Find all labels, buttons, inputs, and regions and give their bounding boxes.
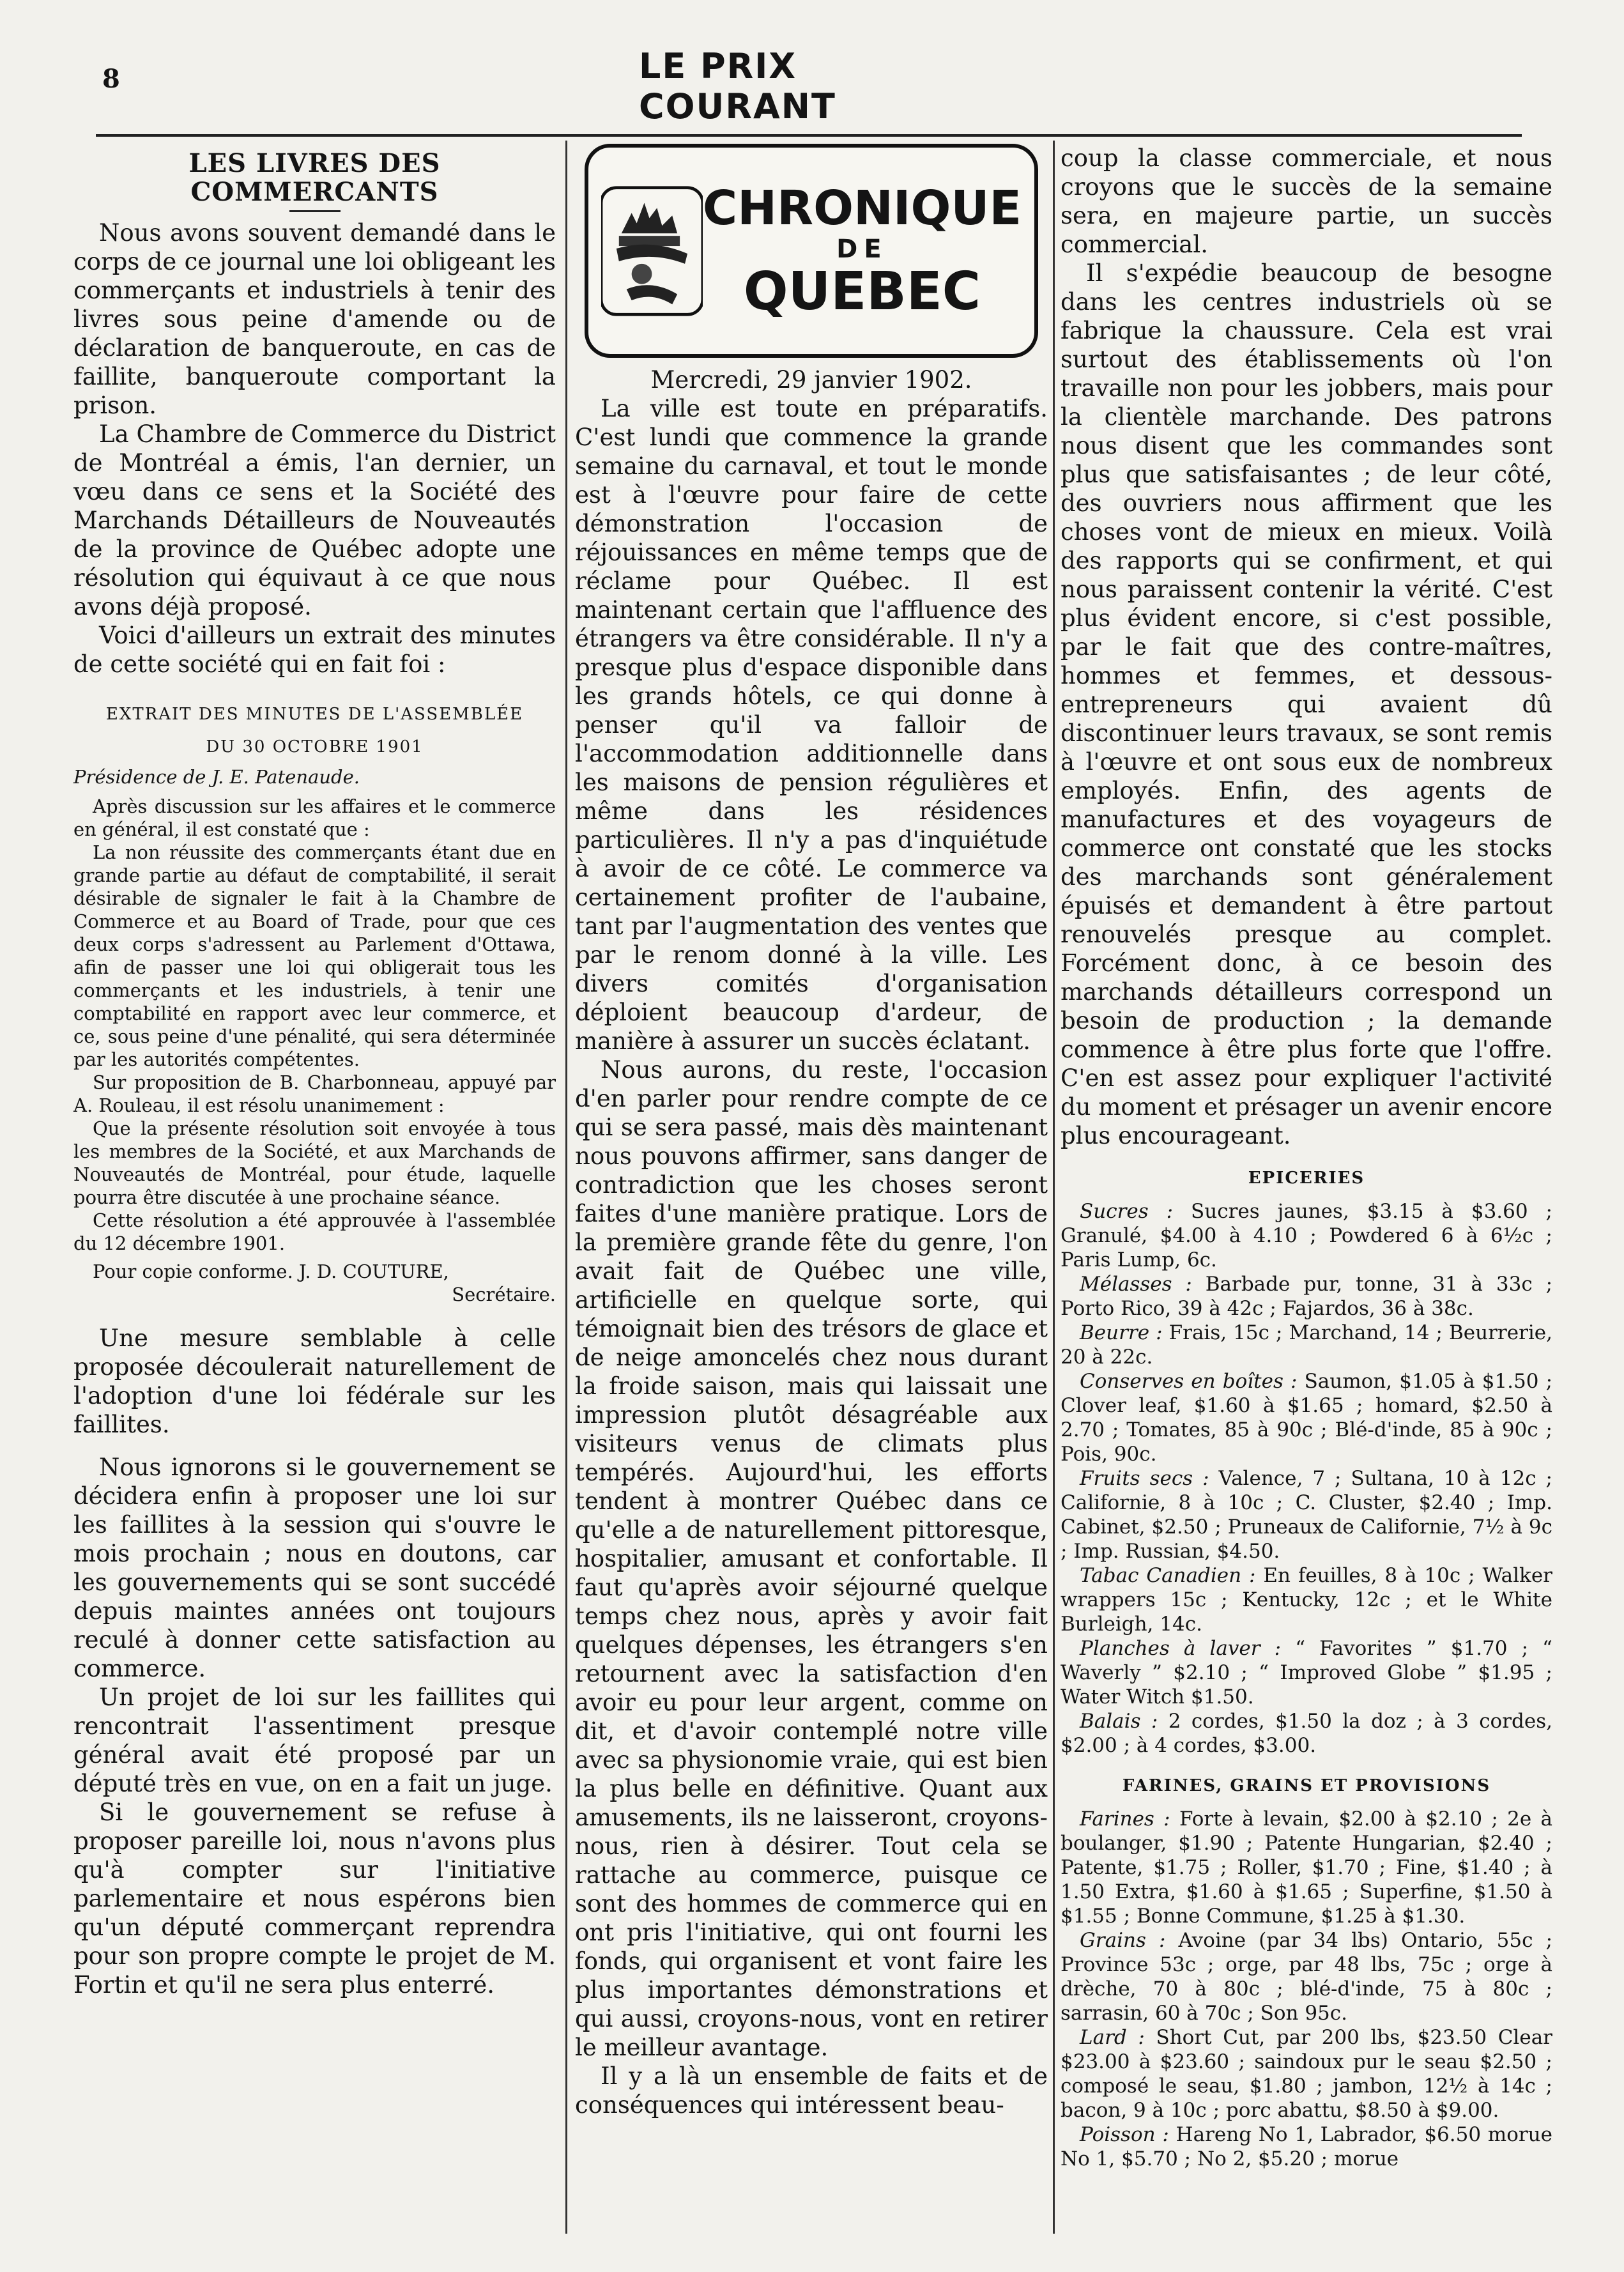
price-entry: Farines : Forte à levain, $2.00 à $2.10 ; 2e à boulanger, $1.90 ; Patente Hungarian, $2.40 ; Patente, $1.75 ; Roller, $1.70 ; Fine, $1.40 ; à 1.50 Extra, $1.60 à $1.65 ; Superfine, $1.50 à $1.55 ; Bonne Commune, $1.25 à $1.30. — [1061, 1808, 1553, 1928]
price-entry: Mélasses : Barbade pur, tonne, 31 à 33c ; Porto Rico, 39 à 42c ; Fajardos, 36 à 38c. — [1061, 1273, 1553, 1320]
farines-list — [1061, 1807, 1552, 2171]
minutes-paragraph: Après discussion sur les affaires et le commerce en général, il est constaté que : — [73, 795, 556, 840]
page-number: 8 — [102, 64, 120, 94]
column-chronique-quebec — [575, 144, 1048, 2119]
presidence: Présidence de J. E. Patenaude. — [73, 766, 360, 788]
price-entry: Poisson : Hareng No 1, Labrador, $6.50 morue No 1, $5.70 ; No 2, $5.20 ; morue — [1061, 2123, 1552, 2170]
title-rule — [289, 210, 341, 212]
extract-date: DU 30 OCTOBRE 1901 — [206, 737, 424, 756]
chronique-word: CHRONIQUE — [702, 180, 1022, 236]
epiceries-heading: EPICERIES — [1248, 1169, 1365, 1188]
paragraph: Il s'expédie beaucoup de besogne dans les centres industriels où se fabrique la chaussure. Cela est vrai surtout des établissements où l'on travaille non pour les jobbers, mais pour la clientèle marchande. Des patrons nous disent que les commandes sont plus que satisfaisantes ; de leur côté, des ouvriers nous affirment que les choses vont de mieux en mieux. Voilà des rapports qui se confirment, et qui nous paraissent contenir la vérité. C'est plus évident encore, si c'est possible, par le fait que des contre-maîtres, hommes et femmes, et dessous-entrepreneurs qui avaient dû discontinuer leurs travaux, se sont remis à l'œuvre et ont sous eux de nombreux employés. Enfin, des agents de manufactures et des voyageurs de commerce ont constaté que les stocks des marchands sont généralement épuisés et demandent à être partout renouvelés presque au complet. Forcément donc, à ce besoin des marchands détailleurs correspond un besoin de production ; la demande commence à être plus forte que l'offre. C'en est assez pour expliquer l'activité du moment et présager un avenir encore plus encourageant. — [1061, 259, 1552, 1149]
price-entry: Balais : 2 cordes, $1.50 la doz ; à 3 cordes, $2.00 ; à 4 cordes, $3.00. — [1061, 1710, 1552, 1757]
column-livres-commercants — [73, 144, 556, 1999]
paragraph: Nous aurons, du reste, l'occasion d'en parler pour rendre compte de ce qui se sera passé, mais dès maintenant nous pouvons affirmer, sans danger de contradiction que les choses seront faites d'une manière pratique. Lors de la première grande fête du genre, l'on avait fait de Québec une ville, artificielle en quelque sorte, qui témoignait bien des trésors de glace et de neige amoncelés chez nous durant la froide saison, mais qui laissait une impression plutôt désagréable aux visiteurs venus de climats plus tempérés. Aujourd'hui, les efforts tendent à montrer Québec dans ce qu'elle a de naturellement pittoresque, hospitalier, amusant et confortable. Il faut qu'après avoir séjourné quelque temps chez nous, après y avoir fait quelques dépenses, les étrangers s'en retournent avec la satisfaction d'en avoir eu pour leur argent, comme on dit, et d'avoir contemplé notre ville avec sa physionomie vraie, qui est bien la plus belle en définitive. Quant aux amusements, ils ne laisseront, croyons-nous, rien à désirer. Tout cela se rattache au commerce, puisque ce sont des hommes de commerce qui en ont pris l'initiative, qui ont fourni les fonds, qui organisent et vont faire les plus importantes démonstrations et qui aussi, croyons-nous, vont en retirer le meilleur avantage. — [575, 1056, 1048, 2061]
price-entry: Grains : Avoine (par 34 lbs) Ontario, 55c ; Province 53c ; orge, par 48 lbs, 75c ; orge à drèche, 70 à 80c ; blé-d'inde, 75 à 80c ; sarrasin, 60 à 70c ; Son 95c. — [1061, 1929, 1553, 2025]
farines-heading: FARINES, GRAINS ET PROVISIONS — [1122, 1776, 1491, 1795]
price-entry: Lard : Short Cut, par 200 lbs, $23.50 Clear $23.00 à $23.60 ; saindoux pur le seau $2.50 ; composé le seau, $1.80 ; jambon, 12½ à 14c ; bacon, 9 à 10c ; porc abattu, $8.50 à $9.00. — [1061, 2026, 1552, 2122]
minutes-paragraph: La non réussite des commerçants étant due en grande partie au défaut de comptabilité, il serait désirable de signaler le fait à la Chambre de Commerce et au Board of Trade, pour que ces deux corps s'adressent au Parlement d'Ottawa, afin de passer une loi qui obligerait tous les commerçants et les industriels, à tenir une comptabilité en rapport avec leur commerce, et ce, sous peine d'une pénalité, qui sera déterminée par les autorités compétentes. — [73, 841, 556, 1070]
paragraph: Si le gouvernement se refuse à proposer pareille loi, nous n'avons plus qu'à compter sur l'initiative parlementaire et nous espérons bien qu'un député commerçant reprendra pour son propre compte le projet de M. Fortin et qu'il ne sera plus enterré. — [73, 1799, 556, 1999]
header-rule — [96, 134, 1522, 137]
copie-conforme: Pour copie conforme. J. D. COUTURE, — [93, 1261, 449, 1282]
chronique-quebec: QUEBEC — [743, 261, 981, 322]
price-entry: Sucres : Sucres jaunes, $3.15 à $3.60 ; Granulé, $4.00 à 4.10 ; Powdered 6 à 6½c ; Paris Lump, 6c. — [1061, 1200, 1552, 1271]
chronique-banner — [585, 144, 1038, 358]
price-entry: Fruits secs : Valence, 7 ; Sultana, 10 à 12c ; Californie, 8 à 10c ; C. Cluster, $2.40 ; Imp. Cabinet, $2.50 ; Pruneaux de Californie, 7½ à 9c ; Imp. Russian, $4.50. — [1061, 1467, 1552, 1563]
minutes-paragraph: Que la présente résolution soit envoyée à tous les membres de la Société, et aux Marchands de Nouveautés de Montréal, pour étude, laquelle pourra être discutée à une prochaine séance. — [73, 1117, 556, 1208]
paragraph: Une mesure semblable à celle proposée découlerait naturellement de l'adoption d'une loi fédérale sur les faillites. — [73, 1324, 556, 1438]
minutes-paragraph: Sur proposition de B. Charbonneau, appuyé par A. Rouleau, il est résolu unanimement : — [73, 1071, 556, 1116]
paragraph: Voici d'ailleurs un extrait des minutes de cette société qui en fait foi : — [73, 622, 556, 678]
paragraph: La Chambre de Commerce du District de Montréal a émis, l'an dernier, un vœu dans ce sens et la Société des Marchands Détailleurs de Nouveautés de la province de Québec adopte une résolution qui équivaut à ce que nous avons déjà proposé. — [73, 420, 556, 620]
secretaire: Secrétaire. — [452, 1284, 556, 1305]
quebec-emblem-icon — [601, 171, 703, 331]
price-entry: Conserves en boîtes : Saumon, $1.05 à $1.50 ; Clover leaf, $1.60 à $1.65 ; homard, $2.50 à 2.70 ; Tomates, 85 à 90c ; Blé-d'inde, 85 à 90c ; Pois, 90c. — [1061, 1370, 1553, 1466]
paragraph: Il y a là un ensemble de faits et de conséquences qui intéressent beau- — [575, 2062, 1048, 2119]
column-divider — [1053, 141, 1055, 2234]
price-entry: Planches à laver : “ Favorites ” $1.70 ; “ Waverly ” $2.10 ; “ Improved Globe ” $1.95 ; Water Witch $1.50. — [1061, 1637, 1552, 1708]
paragraph: Un projet de loi sur les faillites qui rencontrait l'assentiment presque général avait été proposé par un député très en vue, on en a fait un juge. — [73, 1684, 556, 1797]
column-divider — [565, 141, 567, 2234]
paragraph: coup la classe commerciale, et nous croyons que le succès de la semaine sera, en majeure partie, un succès commercial. — [1061, 144, 1552, 258]
minutes-paragraph: Cette résolution a été approuvée à l'assemblée du 12 décembre 1901. — [73, 1209, 556, 1254]
paragraph: Nous avons souvent demandé dans le corps de ce journal une loi obligeant les commerçants et industriels à tenir des livres sous peine d'amende ou de déclaration de banqueroute, en cas de faillite, banqueroute comportant la prison. — [73, 219, 556, 419]
masthead-logo: LE PRIX COURANT — [639, 46, 836, 127]
paragraph: La ville est toute en préparatifs. C'est lundi que commence la grande semaine du carnaval, et tout le monde est à l'œuvre pour faire de cette démonstration l'occasion de réjouissances en même temps que de réclame pour Québec. Il est maintenant certain que l'affluence des étrangers va être considérable. Il n'y a presque plus d'espace disponible dans les grands hôtels, ce qui donne à penser qu'il va falloir de l'accommodation additionnelle dans les maisons de pension régulières et même dans les résidences particulières. Il n'y a pas d'inquiétude à avoir de ce côté. Le commerce va certainement profiter de l'aubaine, tant par l'augmentation des ventes que par le renom donné à la ville. Les divers comités d'organisation déploient beaucoup d'ardeur, de manière à assurer un succès éclatant. — [575, 395, 1048, 1055]
chronique-de: DE — [836, 234, 888, 264]
article-title: LES LIVRES DES COMMERCANTS — [188, 148, 441, 207]
dateline: Mercredi, 29 janvier 1902. — [650, 366, 972, 394]
epiceries-list — [1061, 1199, 1552, 1758]
paragraph: Nous ignorons si le gouvernement se décidera enfin à proposer une loi sur les faillites à la session qui s'ouvre le mois prochain ; nous en doutons, car les gouvernements qui se sont succédé depuis maintes années ont toujours reculé à donner cette satisfaction au commerce. — [73, 1454, 556, 1682]
price-entry: Tabac Canadien : En feuilles, 8 à 10c ; Walker wrappers 15c ; Kentucky, 12c ; et le White Burleigh, 14c. — [1061, 1564, 1553, 1636]
extract-heading: EXTRAIT DES MINUTES DE L'ASSEMBLÉE — [105, 705, 524, 724]
column-commerce-prix — [1061, 144, 1552, 2171]
price-entry: Beurre : Frais, 15c ; Marchand, 14 ; Beurrerie, 20 à 22c. — [1061, 1321, 1553, 1369]
